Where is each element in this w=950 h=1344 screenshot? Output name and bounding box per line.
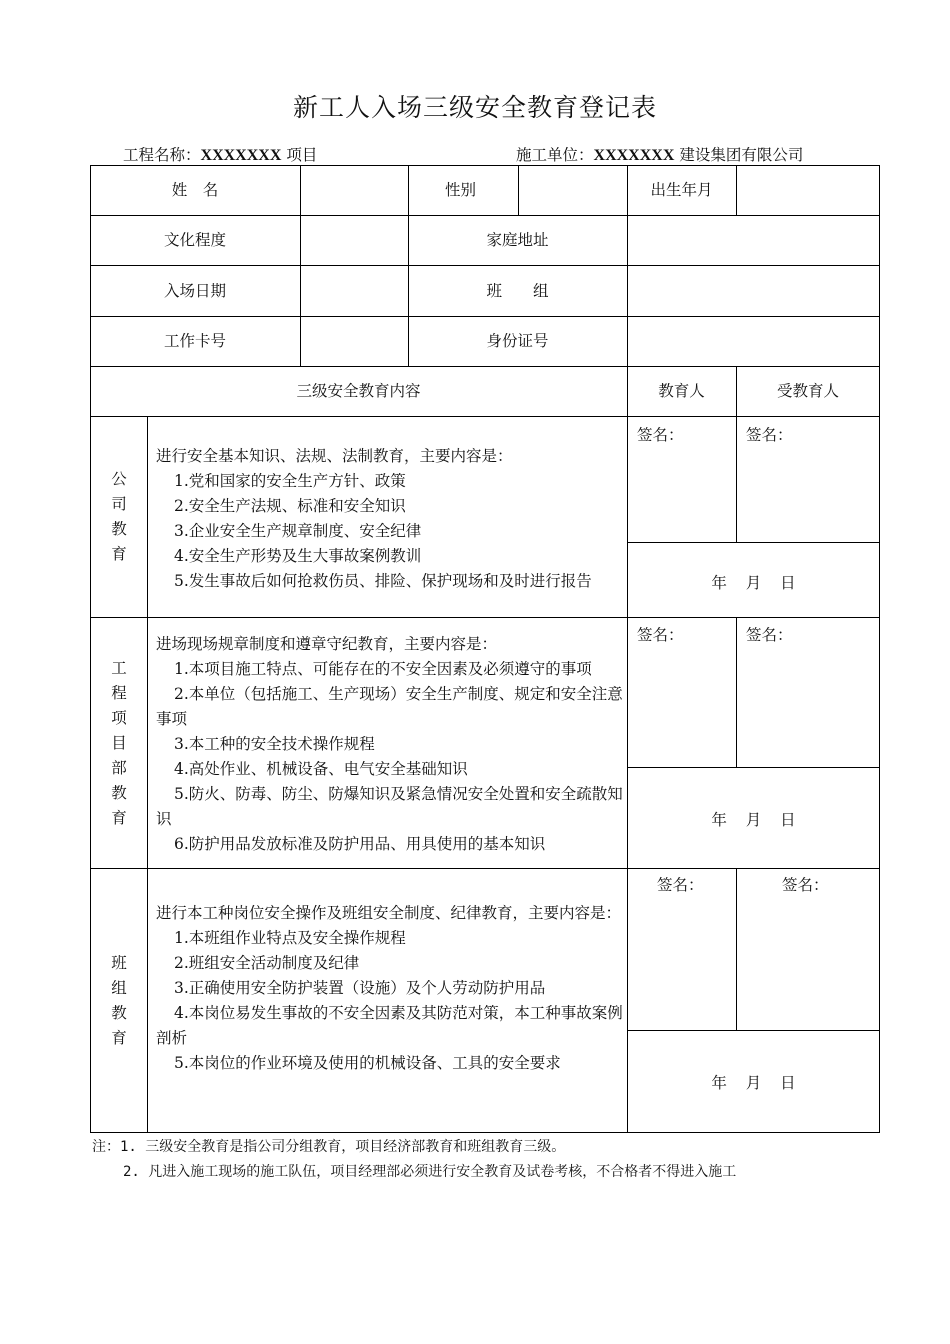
list-item: 3.本工种的安全技术操作规程 [174,735,375,753]
educatee-signature[interactable]: 签名： [782,876,829,894]
team-education-label: 班 组 教 育 [111,954,127,1047]
list-item: 4.本岗位易发生事故的不安全因素及其防范对策，本工种事故案例剖析 [156,1004,623,1047]
project-name [123,143,317,165]
note-text-2: 2. 凡进入施工现场的施工队伍，项目经理部必须进行安全教育及试卷考核，不合格者不得进入施工 [123,1164,737,1180]
construction-unit-value: XXXXXXX [593,147,675,164]
id-number-label: 身份证号 [486,332,549,350]
list-item: 3.企业安全生产规章制度、安全纪律 [174,522,422,540]
birth-label: 出生年月 [650,181,713,199]
entry-date-label: 入场日期 [163,282,226,300]
list-item: 1.本项目施工特点、可能存在的不安全因素及必须遵守的事项 [174,660,592,678]
project-education-intro: 进场现场规章制度和遵章守纪教育，主要内容是： [156,635,498,653]
entry-date-field[interactable] [301,266,408,316]
educator-signature[interactable]: 签名： [637,426,684,444]
list-item: 4.安全生产形势及生大事故案例教训 [174,547,422,565]
note-text-1: 1. 三级安全教育是指公司分组教育，项目经济部教育和班组教育三级。 [120,1139,566,1155]
form-title: 新工人入场三级安全教育登记表 [292,93,657,122]
company-education-date[interactable]: 年 月 日 [711,574,796,592]
company-education-intro: 进行安全基本知识、法规、法制教育，主要内容是： [156,447,513,465]
educator-signature[interactable]: 签名： [657,876,704,894]
registration-table [90,165,880,1133]
team-field[interactable] [628,266,879,316]
list-item: 6.防护用品发放标准及防护用品、用具使用的基本知识 [174,835,546,853]
educator-header: 教育人 [658,382,705,400]
address-field[interactable] [628,216,879,265]
project-education-date[interactable]: 年 月 日 [711,811,796,829]
work-card-field[interactable] [301,317,408,366]
project-name-label: 工程名称： [123,146,201,164]
list-item: 3.正确使用安全防护装置（设施）及个人劳动防护用品 [174,979,546,997]
educatee-signature[interactable]: 签名： [746,426,793,444]
team-education-content [156,901,634,1076]
list-item: 1.本班组作业特点及安全操作规程 [174,929,406,947]
company-education-label: 公 司 教 育 [111,470,127,563]
list-item: 2.安全生产法规、标准和安全知识 [174,497,406,515]
company-education-content [156,444,634,594]
construction-unit-label: 施工单位： [516,146,594,164]
content-header: 三级安全教育内容 [296,382,421,400]
list-item: 5.发生事故后如何抢救伤员、排险、保护现场和及时进行报告 [174,572,592,590]
birth-field[interactable] [737,165,879,215]
list-item: 5.本岗位的作业环境及使用的机械设备、工具的安全要求 [174,1054,561,1072]
team-label: 班 组 [486,282,549,300]
education-label: 文化程度 [163,231,226,249]
name-label: 姓 名 [171,181,219,199]
list-item: 2.班组安全活动制度及纪律 [174,954,360,972]
list-item: 1.党和国家的安全生产方针、政策 [174,472,406,490]
name-field[interactable] [301,165,408,215]
educator-signature[interactable]: 签名： [637,626,684,644]
list-item: 2.本单位（包括施工、生产现场）安全生产制度、规定和安全注意事项 [156,685,623,728]
gender-label: 性别 [445,181,477,199]
project-name-value: XXXXXXX [200,147,282,164]
note-line-2 [123,1161,736,1181]
education-field[interactable] [301,216,408,265]
team-education-intro: 进行本工种岗位安全操作及班组安全制度、纪律教育，主要内容是： [156,904,622,922]
project-name-suffix: 项目 [281,146,318,164]
id-number-field[interactable] [628,317,879,366]
team-education-date[interactable]: 年 月 日 [711,1074,796,1092]
work-card-label: 工作卡号 [163,332,226,350]
educatee-signature[interactable]: 签名： [746,626,793,644]
list-item: 5.防火、防毒、防尘、防爆知识及紧急情况安全处置和安全疏散知识 [156,785,623,828]
construction-unit-suffix: 建设集团有限公司 [674,146,804,164]
construction-unit [516,143,803,165]
list-item: 4.高处作业、机械设备、电气安全基础知识 [174,760,468,778]
address-label: 家庭地址 [486,231,549,249]
note-prefix: 注： [92,1139,120,1155]
project-education-content [156,632,634,857]
project-education-label: 工 程 项 目 部 教 育 [111,659,127,827]
note-line-1 [92,1136,565,1156]
gender-field[interactable] [519,165,627,215]
educatee-header: 受教育人 [776,382,839,400]
